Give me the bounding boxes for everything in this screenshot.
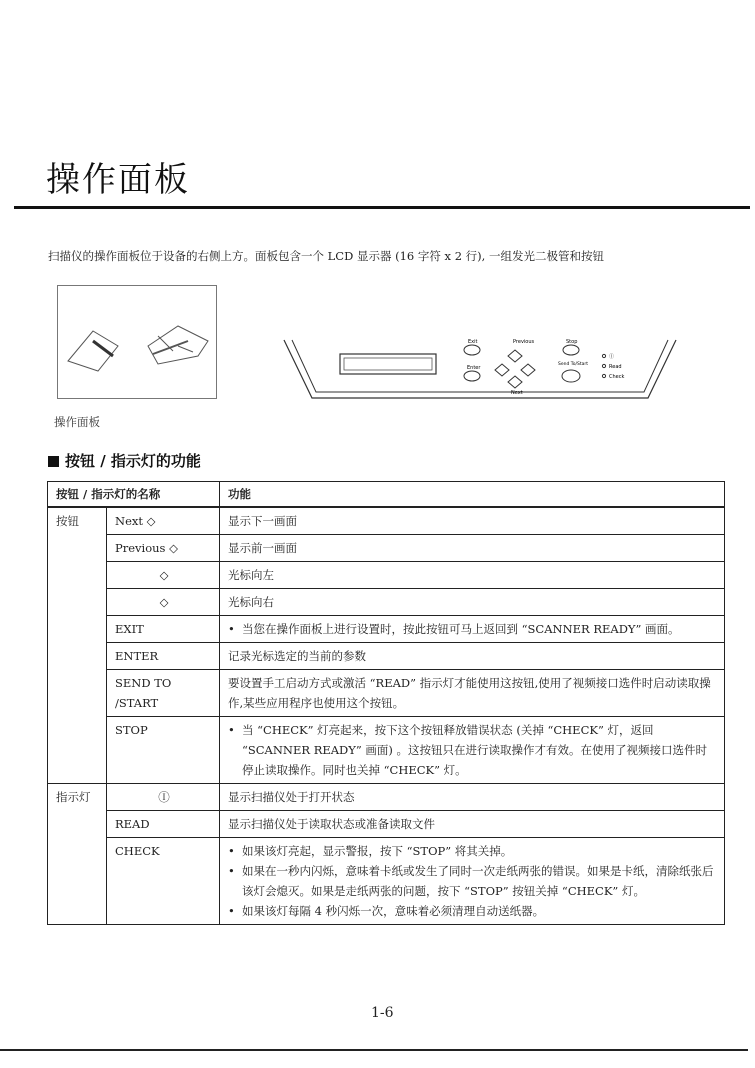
table-row <box>48 670 725 717</box>
enter-button <box>464 371 480 381</box>
row-function: 光标向左 <box>220 562 725 589</box>
left-button <box>495 364 509 376</box>
row-function: 记录光标选定的当前的参数 <box>220 643 725 670</box>
bullet-item: • 如果该灯每隔 4 秒闪烁一次，意味着必须清理自动送纸器。 <box>228 901 718 921</box>
row-name: EXIT <box>107 616 220 643</box>
diamond-icon: ◇ <box>159 568 169 582</box>
bullet-item: • 如果在一秒内闪烁，意味着卡纸或发生了同时一次走纸两张的错误。如果是卡纸，清除纸张后该灯会熄灭。如果是走纸两张的问题，按下 “STOP” 按钮关掉 “CHECK” 灯。 <box>228 861 718 901</box>
diamond-icon: ◇ <box>146 514 156 528</box>
bullet-item: • 如果该灯亮起，显示警报，按下 “STOP” 将其关掉。 <box>228 841 718 861</box>
diamond-icon: ◇ <box>169 541 178 555</box>
row-function: 显示扫描仪处于打开状态 <box>220 784 725 811</box>
power-indicator-icon: Ⓘ <box>107 784 220 811</box>
bullet-item: • 当 “CHECK” 灯亮起来，按下这个按钮释放错误状态 (关掉 “CHECK” 灯，返回 “SCANNER READY” 画面) 。这按钮只在进行读取操作才有效。在使用了视频接口选件时停止读取操作。同时也关掉 “CHECK” 灯。 <box>228 720 718 780</box>
send-start-button <box>562 370 580 382</box>
page-title: 操作面板 <box>46 160 190 200</box>
row-name <box>107 589 220 616</box>
table-row <box>48 535 725 562</box>
row-name: Next ◇ <box>107 507 220 535</box>
row-function: 显示下一画面 <box>220 507 725 535</box>
table-row <box>48 507 725 535</box>
intro-paragraph: 扫描仪的操作面板位于设备的右侧上方。面板包含一个 LCD 显示器 (16 字符 x 2 行), 一组发光二极管和按钮 <box>48 249 604 263</box>
table-row <box>48 643 725 670</box>
footer-rule <box>0 1049 748 1051</box>
panel-label-previous: Previous <box>513 339 535 345</box>
panel-label-send-start: Send To/Start <box>558 362 589 367</box>
row-name: ENTER <box>107 643 220 670</box>
category-buttons: 按钮 <box>48 507 107 784</box>
panel-label-exit: Exit <box>468 339 478 345</box>
panel-label-enter: Enter <box>467 365 481 371</box>
previous-button <box>508 350 522 362</box>
table-row <box>48 717 725 784</box>
bullet-item: • 当您在操作面板上进行设置时，按此按钮可马上返回到 “SCANNER READY” 画面。 <box>228 619 718 639</box>
next-button <box>508 376 522 388</box>
panel-label-power: Ⓘ <box>609 354 615 360</box>
table-row <box>48 838 725 925</box>
row-name: SEND TO /START <box>107 670 220 717</box>
exit-button <box>464 345 480 355</box>
stop-button <box>563 345 579 355</box>
table-row <box>48 811 725 838</box>
panel-label-stop: Stop <box>566 339 578 345</box>
table-header-function: 功能 <box>220 482 725 508</box>
row-function: 显示扫描仪处于读取状态或准备读取文件 <box>220 811 725 838</box>
panel-label-next: Next <box>511 390 523 396</box>
row-function <box>220 838 725 925</box>
title-rule <box>14 206 750 209</box>
row-function <box>220 616 725 643</box>
table-header-name: 按钮 / 指示灯的名称 <box>48 482 220 508</box>
row-name: CHECK <box>107 838 220 925</box>
square-bullet-icon <box>48 456 59 467</box>
row-function: 光标向右 <box>220 589 725 616</box>
section-heading-text: 按钮 / 指示灯的功能 <box>65 452 201 470</box>
scanner-photo <box>57 285 217 399</box>
figure-caption: 操作面板 <box>54 415 100 429</box>
table-row <box>48 562 725 589</box>
lcd-display <box>340 354 436 374</box>
row-function: 要设置手工启动方式或激活 “READ” 指示灯才能使用这按钮,使用了视频接口选件时启动读取操作,某些应用程序也使用这个按钮。 <box>220 670 725 717</box>
table-row <box>48 616 725 643</box>
row-name <box>107 562 220 589</box>
row-name: STOP <box>107 717 220 784</box>
panel-label-check: Check <box>609 374 625 380</box>
row-function <box>220 717 725 784</box>
table-row <box>48 589 725 616</box>
panel-label-read: Read <box>609 364 622 370</box>
row-name: Previous ◇ <box>107 535 220 562</box>
right-button <box>521 364 535 376</box>
function-table <box>47 481 725 925</box>
row-name: READ <box>107 811 220 838</box>
diamond-icon: ◇ <box>159 595 169 609</box>
page-number: 1-6 <box>371 1005 394 1021</box>
table-row <box>48 784 725 811</box>
category-indicators: 指示灯 <box>48 784 107 925</box>
section-heading <box>48 450 201 471</box>
row-function: 显示前一画面 <box>220 535 725 562</box>
control-panel-diagram <box>282 332 678 400</box>
